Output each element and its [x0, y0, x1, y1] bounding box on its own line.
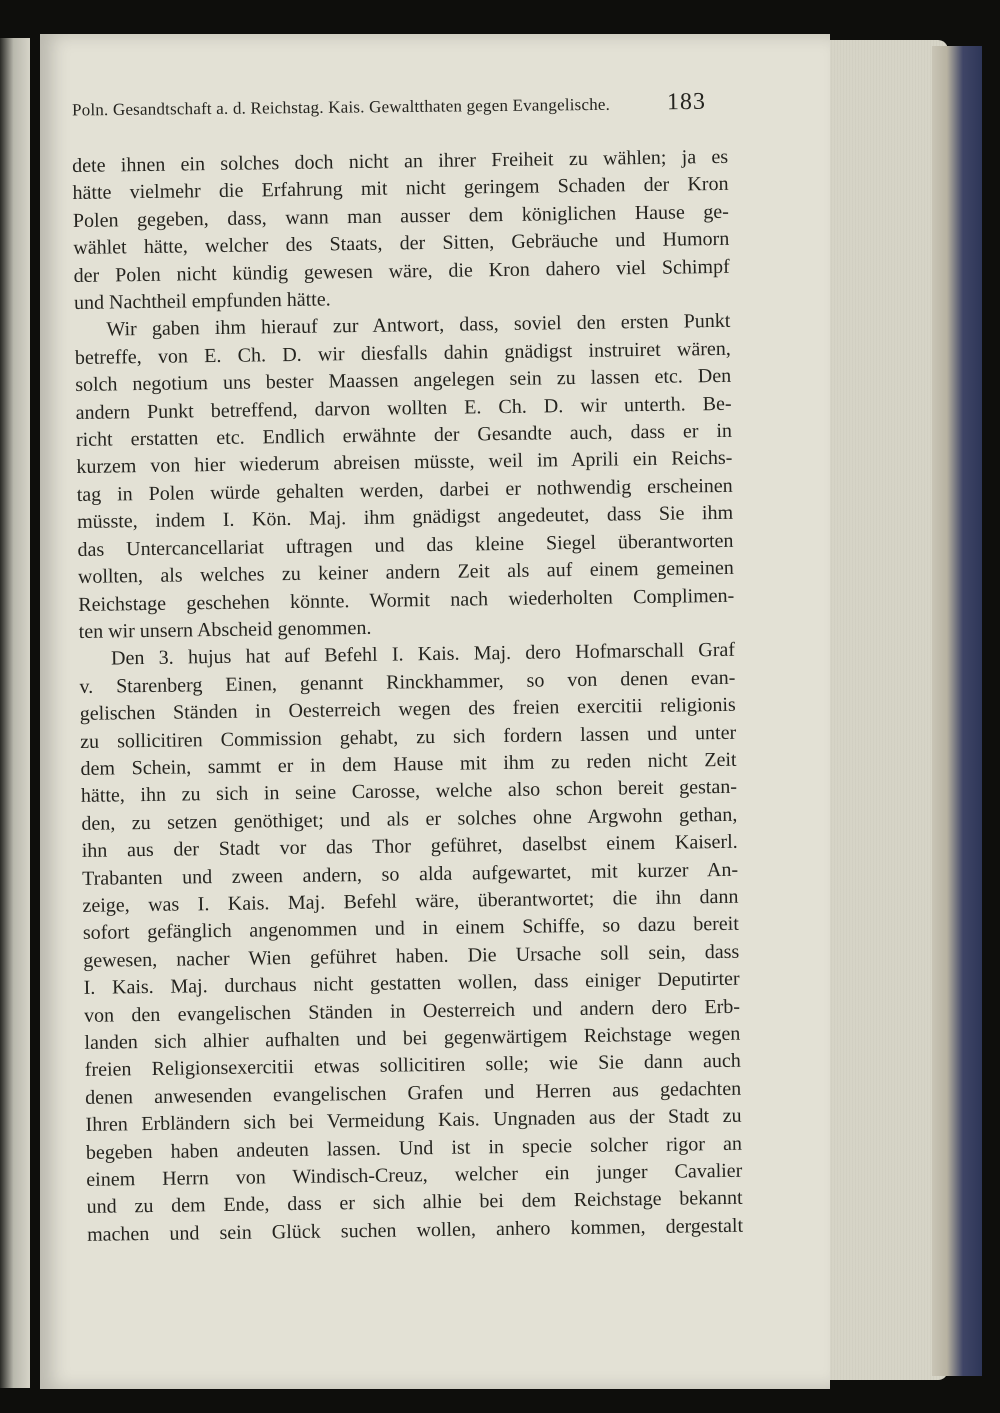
text-line: sofort gefänglich angenommen und in einem Schiffe, so dazu bereit [82, 913, 739, 945]
text-line: richt erstatten etc. Endlich erwähnte der Gesandte auch, dass er in [75, 419, 733, 452]
text-line: freien Religionsexercitii etwas sollicitiren solle; wie Sie dann auch [84, 1050, 741, 1082]
text-line: dete ihnen ein solches doch nicht an ihrer Freiheit zu wählen; ja es [72, 145, 729, 177]
running-head-title: Poln. Gesandtschaft a. d. Reichstag. Kais. Gewaltthaten gegen Evangelische. [71, 94, 611, 120]
text-line: hätte, ihn zu sich in seine Carosse, welche also schon bereit gestan- [80, 776, 738, 808]
text-line: wollten, als welches zu keiner andern Zeit als auf einem gemeinen [77, 556, 735, 589]
text-line: hätte vielmehr die Erfahrung mit nicht geringem Schaden der Kron [72, 173, 729, 205]
paragraph [74, 308, 735, 646]
text-line: Polen gegeben, dass, wann man ausser dem königlichen Hause ge- [72, 200, 730, 232]
text-line: solch negotium uns bester Maassen angelegen sein zu lassen etc. Den [75, 365, 732, 397]
text-line: Wir gaben ihm hierauf zur Antwort, dass, soviel den ersten Punkt [106, 310, 731, 341]
text-line: ten wir unsern Abscheid genommen. [78, 616, 372, 643]
running-head [72, 89, 728, 123]
text-line: Ihren Erbländern sich bei Vermeidung Kais. Ungnaden aus der Stadt zu [85, 1104, 742, 1137]
text-line: ihn aus der Stadt vor das Thor geführet, daselbst einem Kaiserl. [81, 830, 738, 863]
text-line: machen und sein Glück suchen wollen, anhero kommen, dergestalt [86, 1214, 744, 1246]
text-line: gewesen, nacher Wien geführet haben. Die Ursache soll sein, dass [83, 940, 740, 972]
text-line: das Untercancellariat uftragen und das kleine Siegel überantworten [77, 529, 734, 561]
text-line: dem Schein, sammt er in dem Hause mit ihm zu reden nicht Zeit [80, 748, 737, 780]
text-line: andern Punkt betreffend, darvon wollten E. Ch. D. wir unterth. Be- [75, 392, 732, 424]
text-line: kurzem von hier wiederum abreisen müsste, weil im Aprili ein Reichs- [76, 447, 733, 479]
text-line: tag in Polen würde gehalten werden, darbei er nothwendig erscheinen [76, 474, 733, 506]
text-line: Reichstage geschehen könnte. Wormit nach wiederholten Complimen- [78, 584, 735, 616]
text-line: denen anwesenden evangelischen Grafen und Herren aus gedachten [85, 1077, 742, 1109]
text-line: landen sich alhier aufhalten und bei gegenwärtigem Reichstage wegen [84, 1022, 741, 1054]
text-line: betreffe, von E. Ch. D. wir diesfalls dahin gnädigst instruiret wären, [74, 337, 731, 369]
text-line: Den 3. hujus hat auf Befehl I. Kais. Maj. dero Hofmarschall Graf [110, 639, 736, 670]
paragraph [79, 637, 743, 1249]
text-line: und zu dem Ende, dass er sich alhie bei dem Reichstage bekannt [86, 1187, 743, 1219]
text-line: müsste, indem I. Kön. Maj. ihm gnädigst angedeutet, dass Sie ihm [77, 502, 734, 534]
text-line: Trabanten und zween andern, so alda aufgewartet, mit kurzer An- [81, 858, 739, 890]
text-line: I. Kais. Maj. durchaus nicht gestatten wollen, dass einiger Deputirter [83, 967, 740, 1000]
text-line: einem Herrn von Windisch-Creuz, welcher ein junger Cavalier [86, 1159, 743, 1191]
text-line: von den evangelischen Ständen in Oesterreich und andern dero Erb- [83, 995, 741, 1027]
text-line: wählet hätte, welcher des Staats, der Sitten, Gebräuche und Humorn [73, 228, 730, 260]
book-cover-edge [932, 46, 982, 1376]
text-line: gelischen Ständen in Oesterreich wegen des freien exercitii religionis [79, 693, 736, 726]
page-number: 183 [666, 88, 707, 116]
text-line: der Polen nicht kündig gewesen wäre, die Kron dahero viel Schimpf [73, 255, 730, 287]
text-line: und Nachtheil empfunden hätte. [73, 288, 331, 315]
text-line: zu sollicitiren Commission gehabt, zu sich fordern lassen und unter [80, 721, 737, 753]
text-line: v. Starenberg Einen, genannt Rinckhammer, so von denen evan- [79, 666, 736, 698]
text-line: zeige, was I. Kais. Maj. Befehl wäre, überantwortet; die ihn dann [82, 885, 739, 917]
body-text [72, 144, 743, 1249]
page-content [71, 88, 744, 1249]
text-line: den, zu setzen genöthiget; und als er solches ohne Argwohn gethan, [81, 803, 738, 835]
text-line: begeben haben andeuten lassen. Und ist in specie solcher rigor an [85, 1132, 743, 1164]
facing-page-edge [0, 38, 30, 1388]
paragraph [72, 144, 730, 318]
